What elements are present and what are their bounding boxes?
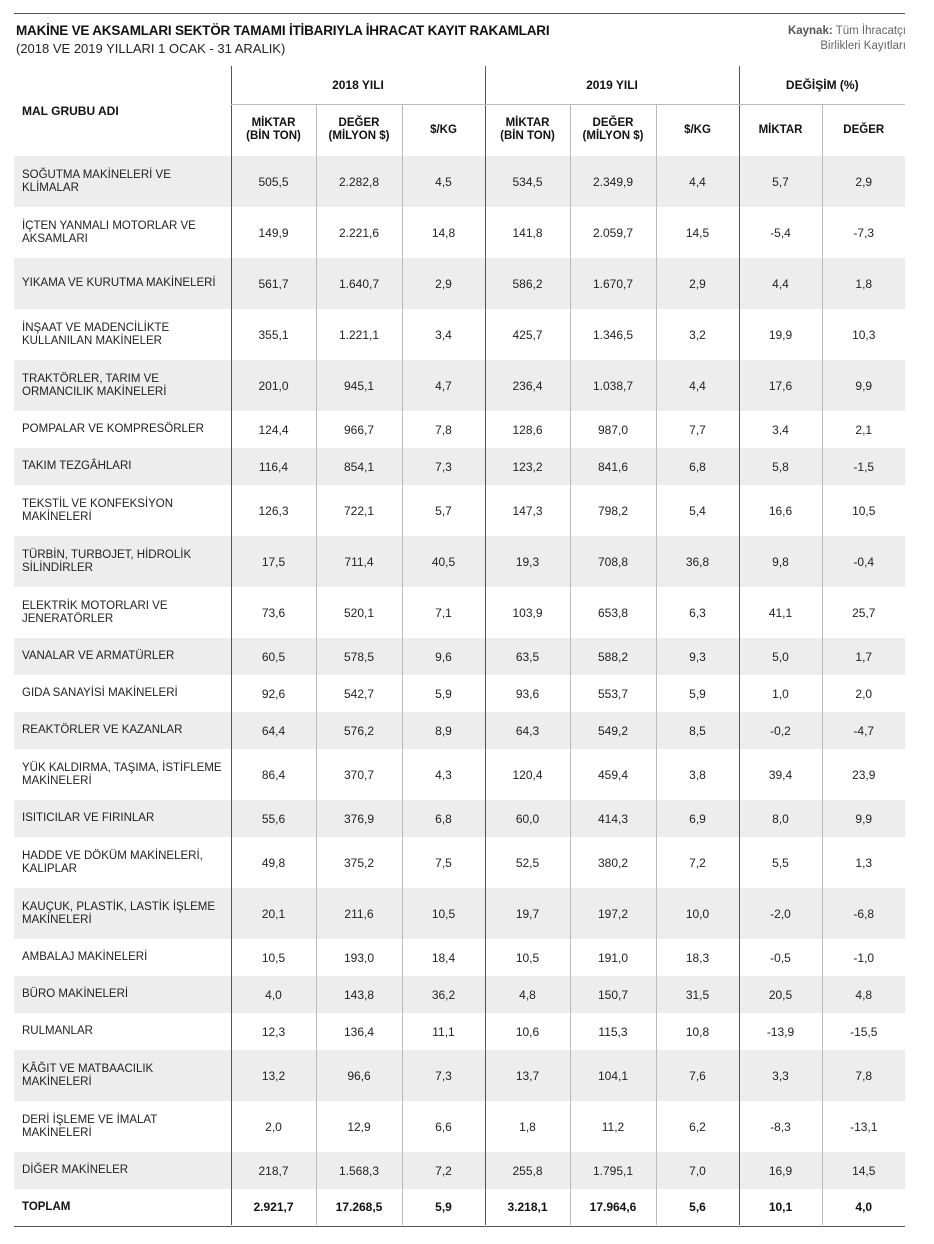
cell-k18: 4,7 [402,360,485,411]
cell-cv: 10,5 [822,485,905,536]
cell-cv: -6,8 [822,888,905,939]
cell-q19: 141,8 [485,207,570,258]
cell-k18: 4,3 [402,749,485,800]
row-name: TÜRBİN, TURBOJET, HİDROLİK SİLİNDİRLER [14,536,231,587]
total-v18: 17.268,5 [316,1189,402,1225]
source-line1: Tüm İhracatçı [835,25,906,37]
col-header-val-2018 [316,104,402,156]
cell-cq: -5,4 [739,207,822,258]
cell-cq: 39,4 [739,749,822,800]
cell-v19: 150,7 [570,976,656,1013]
cell-k18: 3,4 [402,309,485,360]
cell-q18: 92,6 [231,675,316,712]
row-name: ELEKTRİK MOTORLARI VE JENERATÖRLER [22,600,168,625]
cell-v19: 987,0 [570,411,656,448]
table-row [14,360,905,411]
cell-cq: 3,4 [739,411,822,448]
cell-q18: 2,0 [231,1101,316,1152]
cell-k18: 11,1 [402,1013,485,1050]
cell-v19: 653,8 [570,587,656,638]
cell-cv: -1,0 [822,939,905,976]
cell-cq: -2,0 [739,888,822,939]
row-name: İÇTEN YANMALI MOTORLAR VE AKSAMLARI [22,220,196,245]
cell-v19: 104,1 [570,1050,656,1101]
cell-cv: 9,9 [822,360,905,411]
cell-cq: 20,5 [739,976,822,1013]
cell-v18: 520,1 [316,587,402,638]
cell-k19: 31,5 [656,976,739,1013]
cell-cv: 1,8 [822,258,905,309]
cell-k19: 2,9 [656,258,739,309]
table-row [14,1050,905,1101]
cell-k19: 36,8 [656,536,739,587]
cell-q18: 60,5 [231,638,316,675]
cell-cv: 10,3 [822,309,905,360]
cell-v18: 578,5 [316,638,402,675]
cell-q18: 55,6 [231,800,316,837]
cell-q19: 236,4 [485,360,570,411]
cell-cq: -8,3 [739,1101,822,1152]
cell-v19: 798,2 [570,485,656,536]
col-header-val-2019 [570,104,656,156]
cell-cq: 3,3 [739,1050,822,1101]
cell-q19: 147,3 [485,485,570,536]
total-cq: 10,1 [739,1189,822,1225]
cell-v18: 370,7 [316,749,402,800]
cell-k18: 7,5 [402,837,485,888]
row-name: HADDE VE DÖKÜM MAKİNELERİ, KALIPLAR [22,850,203,875]
cell-q18: 561,7 [231,258,316,309]
cell-v18: 376,9 [316,800,402,837]
cell-v18: 1.221,1 [316,309,402,360]
cell-v18: 1.568,3 [316,1152,402,1189]
row-name: DERİ İŞLEME VE İMALAT MAKİNELERİ [22,1114,158,1139]
cell-k18: 40,5 [402,536,485,587]
cell-cq: 19,9 [739,309,822,360]
source-label: Kaynak: [787,25,833,37]
cell-q18: 13,2 [231,1050,316,1101]
cell-k19: 6,9 [656,800,739,837]
cell-cq: 5,7 [739,156,822,207]
cell-v19: 2.349,9 [570,156,656,207]
cell-k18: 5,7 [402,485,485,536]
cell-v18: 375,2 [316,837,402,888]
cell-cq: 16,6 [739,485,822,536]
cell-q19: 1,8 [485,1101,570,1152]
cell-v18: 2.282,8 [316,156,402,207]
col-group-2018: 2018 YILI [231,66,485,104]
col-group-change: DEĞİŞİM (%) [739,66,905,104]
table-row [14,837,905,888]
row-name: TEKSTİL VE KONFEKSİYON MAKİNELERİ [22,498,174,523]
cell-v18: 1.640,7 [316,258,402,309]
total-v19: 17.964,6 [570,1189,656,1225]
cell-q19: 63,5 [485,638,570,675]
cell-q19: 425,7 [485,309,570,360]
total-q19: 3.218,1 [485,1189,570,1225]
cell-v18: 854,1 [316,448,402,485]
page-title: MAKİNE VE AKSAMLARI SEKTÖR TAMAMI İTİBARIYLA İHRACAT KAYIT RAKAMLARI [16,23,550,38]
table-row [14,1152,905,1189]
cell-cv: 25,7 [822,587,905,638]
cell-k18: 6,8 [402,800,485,837]
row-name: REAKTÖRLER VE KAZANLAR [14,712,231,749]
table-row [14,675,905,712]
cell-q19: 10,5 [485,939,570,976]
cell-v19: 11,2 [570,1101,656,1152]
table-row [14,712,905,749]
cell-k19: 4,4 [656,360,739,411]
cell-q19: 534,5 [485,156,570,207]
cell-q19: 103,9 [485,587,570,638]
cell-q18: 218,7 [231,1152,316,1189]
cell-cq: 9,8 [739,536,822,587]
cell-q19: 93,6 [485,675,570,712]
row-name: YÜK KALDIRMA, TAŞIMA, İSTİFLEME MAKİNELERİ [22,762,222,787]
cell-cq: 5,8 [739,448,822,485]
table-row [14,1013,905,1050]
cell-k18: 7,8 [402,411,485,448]
cell-q18: 4,0 [231,976,316,1013]
total-label: TOPLAM [22,1200,71,1213]
cell-k18: 4,5 [402,156,485,207]
cell-cv: -7,3 [822,207,905,258]
cell-cq: 8,0 [739,800,822,837]
cell-v18: 711,4 [316,536,402,587]
cell-k19: 7,0 [656,1152,739,1189]
col-header-kg-2019: $/KG [656,104,739,156]
cell-v19: 459,4 [570,749,656,800]
cell-q19: 64,3 [485,712,570,749]
cell-q19: 19,3 [485,536,570,587]
cell-q18: 126,3 [231,485,316,536]
cell-v18: 722,1 [316,485,402,536]
cell-q19: 123,2 [485,448,570,485]
cell-q19: 13,7 [485,1050,570,1101]
cell-cv: 1,3 [822,837,905,888]
table-row [14,309,905,360]
cell-q19: 4,8 [485,976,570,1013]
cell-k19: 7,7 [656,411,739,448]
col-group-2019: 2019 YILI [485,66,739,104]
row-name: TAKIM TEZGÂHLARI [14,448,231,485]
cell-q18: 201,0 [231,360,316,411]
cell-cv: 14,5 [822,1152,905,1189]
cell-cq: -0,5 [739,939,822,976]
export-table [14,66,905,1225]
row-name: AMBALAJ MAKİNELERİ [22,951,148,964]
row-name: TRAKTÖRLER, TARIM VE ORMANCILIK MAKİNELERİ [14,360,231,411]
table-row [14,638,905,675]
cell-k19: 3,2 [656,309,739,360]
cell-k19: 18,3 [656,939,739,976]
cell-q19: 10,6 [485,1013,570,1050]
cell-cv: -1,5 [822,448,905,485]
row-name: KÂĞIT VE MATBAACILIK MAKİNELERİ [14,1050,231,1101]
cell-v19: 549,2 [570,712,656,749]
cell-k19: 4,4 [656,156,739,207]
table-row [14,448,905,485]
cell-cq: -0,2 [739,712,822,749]
cell-v18: 945,1 [316,360,402,411]
col-header-val-2019-label: DEĞER (MİLYON $) [582,117,644,143]
cell-v19: 708,8 [570,536,656,587]
cell-cv: 23,9 [822,749,905,800]
table-row [14,156,905,207]
total-q18: 2.921,7 [231,1189,316,1225]
cell-v18: 2.221,6 [316,207,402,258]
cell-k19: 14,5 [656,207,739,258]
cell-k19: 9,3 [656,638,739,675]
table-row [14,258,905,309]
row-name: KAUÇUK, PLASTİK, LASTİK İŞLEME MAKİNELERİ [14,888,231,939]
cell-q19: 586,2 [485,258,570,309]
total-row [14,1189,905,1225]
cell-q18: 64,4 [231,712,316,749]
col-header-kg-2018: $/KG [402,104,485,156]
cell-q18: 116,4 [231,448,316,485]
table-row [14,1101,905,1152]
table-row [14,888,905,939]
table-row [14,749,905,800]
cell-k19: 5,4 [656,485,739,536]
table-row [14,536,905,587]
cell-cq: 5,0 [739,638,822,675]
total-k18: 5,9 [402,1189,485,1225]
row-name: DİĞER MAKİNELER [14,1152,231,1189]
cell-k18: 8,9 [402,712,485,749]
cell-v19: 191,0 [570,939,656,976]
cell-v18: 193,0 [316,939,402,976]
cell-k18: 6,6 [402,1101,485,1152]
cell-k18: 14,8 [402,207,485,258]
cell-k19: 7,2 [656,837,739,888]
cell-v19: 841,6 [570,448,656,485]
cell-v19: 115,3 [570,1013,656,1050]
cell-k18: 9,6 [402,638,485,675]
cell-v18: 96,6 [316,1050,402,1101]
cell-v19: 414,3 [570,800,656,837]
cell-k18: 7,2 [402,1152,485,1189]
cell-cv: 2,0 [822,675,905,712]
cell-k19: 6,3 [656,587,739,638]
cell-cq: 41,1 [739,587,822,638]
cell-cv: 1,7 [822,638,905,675]
cell-v18: 12,9 [316,1101,402,1152]
col-header-chg-qty: MİKTAR [739,104,822,156]
cell-q18: 73,6 [231,587,316,638]
cell-q18: 49,8 [231,837,316,888]
cell-k18: 18,4 [402,939,485,976]
cell-k18: 36,2 [402,976,485,1013]
table-row [14,485,905,536]
col-header-qty-2018-label: MİKTAR (BİN TON) [246,117,301,143]
source-note [788,24,906,54]
col-header-chg-val: DEĞER [822,104,905,156]
col-header-val-2018-label: DEĞER (MİLYON $) [328,117,390,143]
cell-v19: 1.795,1 [570,1152,656,1189]
cell-cq: 4,4 [739,258,822,309]
cell-v18: 576,2 [316,712,402,749]
cell-q18: 20,1 [231,888,316,939]
cell-v19: 2.059,7 [570,207,656,258]
cell-v19: 1.346,5 [570,309,656,360]
row-name: VANALAR VE ARMATÜRLER [14,638,231,675]
cell-q19: 60,0 [485,800,570,837]
cell-q18: 505,5 [231,156,316,207]
cell-q18: 355,1 [231,309,316,360]
cell-cv: -0,4 [822,536,905,587]
table-row [14,976,905,1013]
table-row [14,207,905,258]
cell-v18: 136,4 [316,1013,402,1050]
cell-k18: 5,9 [402,675,485,712]
row-name: YIKAMA VE KURUTMA MAKİNELERİ [14,258,231,309]
table-body [14,156,905,1225]
cell-cq: 1,0 [739,675,822,712]
page-subtitle: (2018 VE 2019 YILLARI 1 OCAK - 31 ARALIK) [16,41,286,56]
col-header-name: MAL GRUBU ADI [22,104,119,118]
cell-cv: 7,8 [822,1050,905,1101]
table-row [14,800,905,837]
cell-cv: -4,7 [822,712,905,749]
row-name: RULMANLAR [22,1025,93,1038]
cell-q18: 12,3 [231,1013,316,1050]
cell-v19: 197,2 [570,888,656,939]
cell-v19: 588,2 [570,638,656,675]
cell-v18: 966,7 [316,411,402,448]
cell-k18: 7,3 [402,448,485,485]
row-name: İNŞAAT VE MADENCİLİKTE KULLANILAN MAKİNELER [22,322,170,347]
col-header-qty-2019-label: MİKTAR (BİN TON) [500,117,555,143]
cell-k19: 8,5 [656,712,739,749]
cell-k18: 7,3 [402,1050,485,1101]
row-name: BÜRO MAKİNELERİ [14,976,231,1013]
table-row [14,587,905,638]
row-name: POMPALAR VE KOMPRESÖRLER [22,423,204,436]
cell-cv: 2,9 [822,156,905,207]
cell-k18: 10,5 [402,888,485,939]
cell-q19: 52,5 [485,837,570,888]
cell-k19: 6,2 [656,1101,739,1152]
cell-q18: 17,5 [231,536,316,587]
row-name: SOĞUTMA MAKİNELERİ VE KLİMALAR [14,156,231,207]
cell-v18: 542,7 [316,675,402,712]
cell-k19: 7,6 [656,1050,739,1101]
cell-cv: 9,9 [822,800,905,837]
cell-q19: 19,7 [485,888,570,939]
row-name: GIDA SANAYİSİ MAKİNELERİ [22,687,178,700]
cell-q19: 128,6 [485,411,570,448]
cell-cq: -13,9 [739,1013,822,1050]
cell-v19: 380,2 [570,837,656,888]
total-cv: 4,0 [822,1189,905,1225]
cell-k19: 10,0 [656,888,739,939]
source-line2: Birlikleri Kayıtları [820,40,906,52]
cell-k18: 2,9 [402,258,485,309]
col-header-qty-2018 [231,104,316,156]
top-rule [14,13,905,14]
cell-cv: -13,1 [822,1101,905,1152]
cell-k19: 3,8 [656,749,739,800]
table-row [14,939,905,976]
cell-cv: -15,5 [822,1013,905,1050]
cell-cq: 5,5 [739,837,822,888]
cell-q18: 10,5 [231,939,316,976]
cell-k19: 10,8 [656,1013,739,1050]
col-header-qty-2019 [485,104,570,156]
cell-v18: 211,6 [316,888,402,939]
cell-q18: 86,4 [231,749,316,800]
cell-q19: 255,8 [485,1152,570,1189]
cell-q19: 120,4 [485,749,570,800]
cell-cv: 2,1 [822,411,905,448]
row-name: ISITICILAR VE FIRINLAR [14,800,231,837]
cell-k19: 6,8 [656,448,739,485]
cell-v19: 1.670,7 [570,258,656,309]
cell-v19: 1.038,7 [570,360,656,411]
cell-cq: 17,6 [739,360,822,411]
cell-q18: 124,4 [231,411,316,448]
cell-cq: 16,9 [739,1152,822,1189]
cell-k18: 7,1 [402,587,485,638]
cell-cv: 4,8 [822,976,905,1013]
total-k19: 5,6 [656,1189,739,1225]
cell-v18: 143,8 [316,976,402,1013]
cell-k19: 5,9 [656,675,739,712]
cell-q18: 149,9 [231,207,316,258]
cell-v19: 553,7 [570,675,656,712]
table-row [14,411,905,448]
bottom-rule [14,1226,905,1227]
